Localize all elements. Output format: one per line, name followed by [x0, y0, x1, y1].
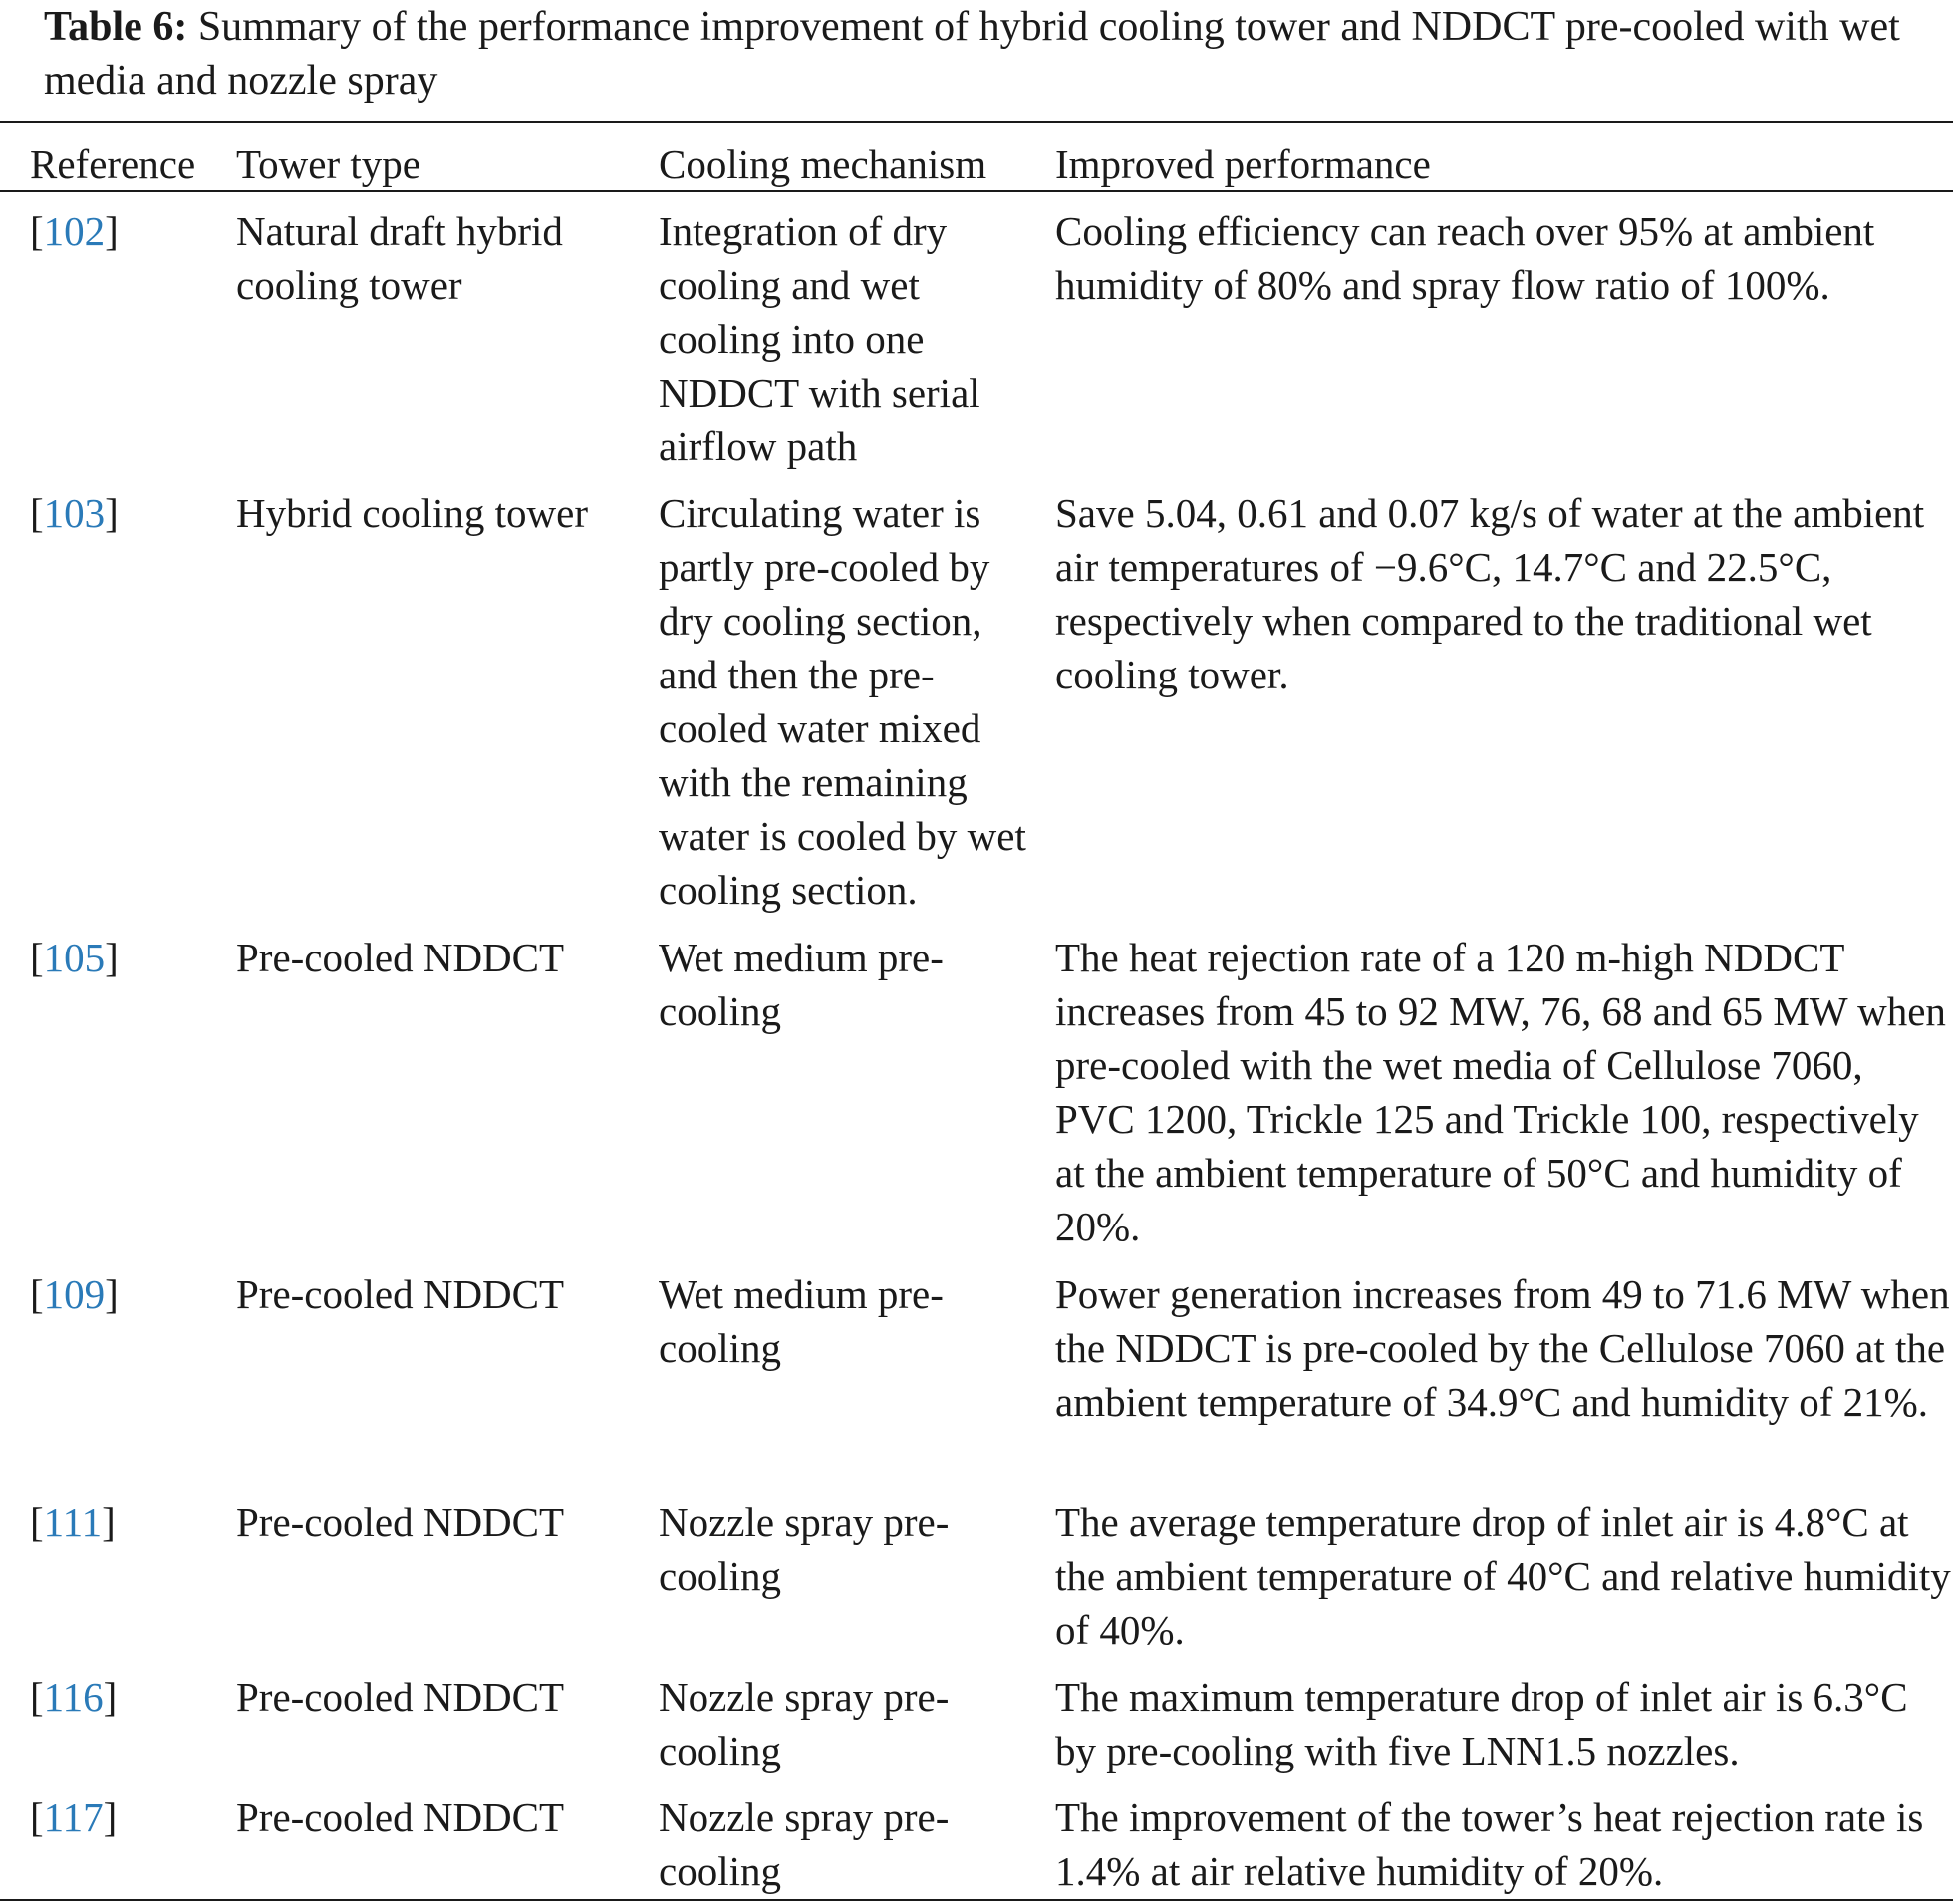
table-header-rule	[0, 190, 1953, 192]
cooling-mechanism-cell: Nozzle spray pre-cooling	[659, 1794, 950, 1894]
reference-link[interactable]: 109	[43, 1271, 106, 1317]
tower-type-cell: Pre-cooled NDDCT	[236, 1674, 565, 1720]
improved-performance-cell: The heat rejection rate of a 120 m-high NDDCT increases from 45 to 92 MW, 76, 68 and 65 MW when pre-cooled with the wet media of Cellulose 7060, PVC 1200, Trickle 125 and Trickle 100, respectively at the ambient temperature of 50°C and humidity of 20%.	[1055, 935, 1946, 1249]
reference-cell: [105]	[30, 935, 119, 980]
table-top-rule	[0, 121, 1953, 123]
reference-link[interactable]: 105	[43, 935, 106, 980]
tower-type-cell: Natural draft hybrid cooling tower	[236, 208, 563, 308]
reference-link[interactable]: 117	[43, 1794, 104, 1840]
tower-type-cell: Pre-cooled NDDCT	[236, 1271, 565, 1317]
tower-type-cell: Hybrid cooling tower	[236, 490, 588, 536]
cooling-mechanism-cell: Wet medium pre-cooling	[659, 1271, 944, 1371]
caption-label: Table 6:	[44, 4, 188, 50]
improved-performance-cell: Cooling efficiency can reach over 95% at ambient humidity of 80% and spray flow ratio of 100%.	[1055, 208, 1875, 308]
reference-link[interactable]: 116	[43, 1674, 104, 1720]
reference-cell: [109]	[30, 1271, 119, 1317]
reference-cell: [103]	[30, 490, 119, 536]
improved-performance-cell: The maximum temperature drop of inlet air is 6.3°C by pre-cooling with five LNN1.5 nozzles.	[1055, 1674, 1908, 1773]
column-header-tower-type: Tower type	[236, 141, 420, 187]
column-header-reference: Reference	[30, 141, 196, 187]
table-caption	[44, 0, 1917, 108]
reference-cell: [111]	[30, 1499, 116, 1545]
reference-cell: [117]	[30, 1794, 118, 1840]
improved-performance-cell: Save 5.04, 0.61 and 0.07 kg/s of water at the ambient air temperatures of −9.6°C, 14.7°C and 22.5°C, respectively when compared to the traditional wet cooling tower.	[1055, 490, 1925, 697]
cooling-mechanism-cell: Integration of dry cooling and wet cooling into one NDDCT with serial airflow path	[659, 208, 980, 469]
cooling-mechanism-cell: Circulating water is partly pre-cooled by dry cooling section, and then the pre-cooled water mixed with the remaining water is cooled by wet cooling section.	[659, 490, 1026, 913]
improved-performance-cell: The average temperature drop of inlet air is 4.8°C at the ambient temperature of 40°C and relative humidity of 40%.	[1055, 1499, 1951, 1653]
cooling-mechanism-cell: Wet medium pre-cooling	[659, 935, 944, 1034]
tower-type-cell: Pre-cooled NDDCT	[236, 1794, 565, 1840]
improved-performance-cell: The improvement of the tower’s heat rejection rate is 1.4% at air relative humidity of 20%.	[1055, 1794, 1924, 1894]
improved-performance-cell: Power generation increases from 49 to 71.6 MW when the NDDCT is pre-cooled by the Cellulose 7060 at the ambient temperature of 34.9°C and humidity of 21%.	[1055, 1271, 1950, 1425]
column-header-improved-performance: Improved performance	[1055, 141, 1431, 187]
reference-cell: [102]	[30, 208, 119, 254]
reference-link[interactable]: 102	[43, 208, 106, 254]
cooling-mechanism-cell: Nozzle spray pre-cooling	[659, 1499, 950, 1599]
caption-text: Summary of the performance improvement of hybrid cooling tower and NDDCT pre-cooled with wet media and nozzle spray	[44, 4, 1900, 104]
reference-link[interactable]: 111	[43, 1499, 103, 1545]
tower-type-cell: Pre-cooled NDDCT	[236, 1499, 565, 1545]
reference-cell: [116]	[30, 1674, 118, 1720]
column-header-cooling-mechanism: Cooling mechanism	[659, 141, 987, 187]
tower-type-cell: Pre-cooled NDDCT	[236, 935, 565, 980]
reference-link[interactable]: 103	[43, 490, 106, 536]
table-bottom-rule	[0, 1899, 1953, 1901]
cooling-mechanism-cell: Nozzle spray pre-cooling	[659, 1674, 950, 1773]
